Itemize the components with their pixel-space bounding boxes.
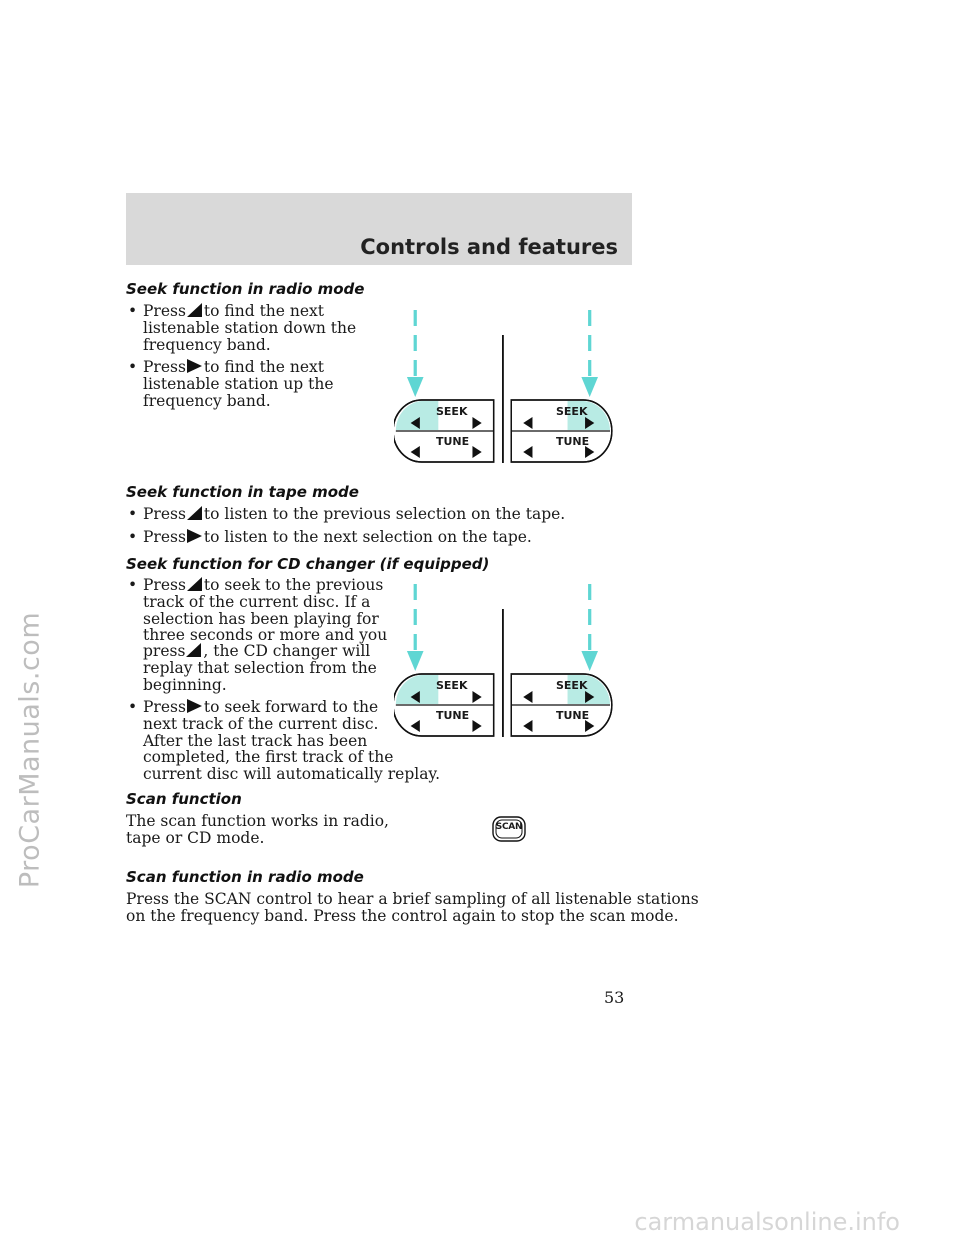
scan-button-icon xyxy=(492,816,526,846)
section-header xyxy=(126,193,632,265)
seek-label: SEEK xyxy=(436,679,468,692)
bullet-continuation: press , the CD changer will xyxy=(143,642,371,660)
heading-seek-radio: Seek function in radio mode xyxy=(126,280,365,298)
heading-seek-cd: Seek function for CD changer (if equipped) xyxy=(126,555,490,573)
bullet-continuation: replay that selection from the beginning. xyxy=(143,659,377,694)
bullet-continuation: track of the current disc. If a selection has been playing for three seconds or more and you xyxy=(143,593,388,644)
tune-label: TUNE xyxy=(556,435,590,448)
seek-left-icon xyxy=(187,303,202,317)
heading-scan-radio: Scan function in radio mode xyxy=(126,868,364,886)
tune-label: TUNE xyxy=(556,709,590,722)
heading-scan: Scan function xyxy=(126,790,242,808)
seek-left-icon xyxy=(186,643,201,657)
seek-right-icon xyxy=(187,529,202,543)
seek-right-icon xyxy=(187,699,202,713)
seek-right-icon xyxy=(187,359,202,373)
scan-description: The scan function works in radio, tape or CD mode. xyxy=(126,812,389,847)
side-watermark: ProCarManuals.com xyxy=(14,611,46,889)
heading-seek-tape: Seek function in tape mode xyxy=(126,483,359,501)
seek-label: SEEK xyxy=(556,679,588,692)
footer-watermark: carmanualsonline.info xyxy=(634,1208,900,1236)
seek-label: SEEK xyxy=(436,405,468,418)
page-number: 53 xyxy=(604,988,625,1007)
bullet-continuation: listenable station down the frequency band. xyxy=(143,319,357,354)
scan-radio-description: Press the SCAN control to hear a brief sampling of all listenable stations on the frequency band. Press the control again to stop the scan mode. xyxy=(126,890,699,925)
tune-label: TUNE xyxy=(436,709,470,722)
seek-left-icon xyxy=(187,506,202,520)
bullet-continuation: listenable station up the frequency band. xyxy=(143,375,334,410)
bullet-continuation: next track of the current disc. After the last track has been completed, the first track of the current disc will automatically replay. xyxy=(143,715,441,783)
scan-label: SCAN xyxy=(495,822,523,832)
page-title: Controls and features xyxy=(360,235,618,259)
seek-tune-controls-figure xyxy=(394,305,634,469)
tune-label: TUNE xyxy=(436,435,470,448)
seek-tune-controls-figure xyxy=(394,579,634,743)
seek-label: SEEK xyxy=(556,405,588,418)
seek-left-icon xyxy=(187,577,202,591)
